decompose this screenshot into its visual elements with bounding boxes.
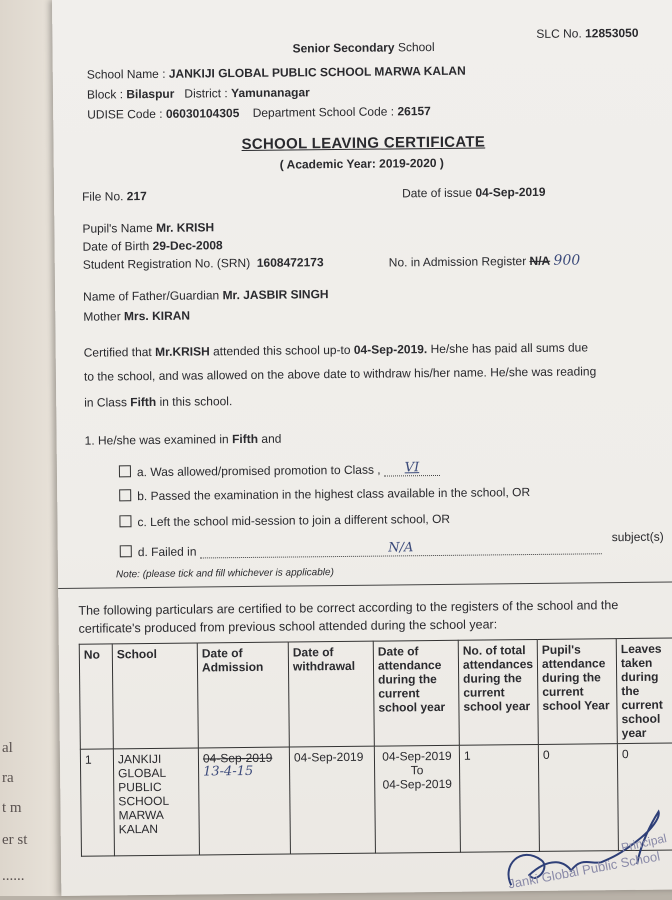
subjects-suffix: subject(s)	[611, 529, 664, 545]
school-type: Senior Secondary School	[292, 39, 435, 56]
underpage-fragment: ......	[2, 868, 25, 884]
srn-line: Student Registration No. (SRN) 1608472173	[82, 255, 324, 272]
school-name-line: School Name : JANKIJI GLOBAL PUBLIC SCHOOL MARWA KALAN	[86, 63, 466, 82]
underpage-fragment: t m	[2, 800, 22, 816]
certify-line-1: Certified that Mr.KRISH attended this school up-to 04-Sep-2019. He/she has paid all sums due	[83, 340, 589, 360]
date-of-birth: Date of Birth 29-Dec-2008	[82, 238, 223, 254]
header-leaves: Leaves taken during the current school year	[616, 638, 672, 744]
certificate-page	[52, 0, 672, 896]
cell-school: JANKIJI GLOBAL PUBLIC SCHOOL MARWA KALAN	[113, 748, 199, 856]
certify-line-3: in Class Fifth in this school.	[84, 394, 233, 410]
block-district-line: Block : Bilaspur District : Yamunanagar	[86, 85, 310, 102]
checkbox	[119, 489, 131, 501]
checkbox	[119, 515, 131, 527]
header-no: No	[79, 644, 113, 749]
admission-register: No. in Admission Register N/A 900	[388, 252, 581, 270]
table-header-row	[79, 638, 672, 749]
checkbox	[120, 545, 132, 557]
file-number: File No. 217	[81, 189, 147, 204]
pupil-name: Pupil's Name Mr. KRISH	[82, 220, 215, 236]
school-stamp: Janki Global Public School	[507, 848, 662, 892]
header-admission: Date of Admission	[197, 642, 289, 748]
underpage-fragment: ra	[2, 770, 14, 786]
particulars-line-1: The following particulars are certified to be correct according to the registers of the school and the	[78, 598, 619, 618]
option-b: b. Passed the examination in the highest class available in the school, OR	[119, 485, 530, 503]
option-a: a. Was allowed/promised promotion to Class , VI	[119, 460, 440, 479]
header-school: School	[112, 643, 198, 749]
cell-admission: 04-Sep-2019 13-4-15	[198, 747, 290, 855]
exam-line: 1. He/she was examined in Fifth and	[84, 431, 282, 448]
header-pupil-attendance: Pupil's attendance during the current school Year	[537, 639, 617, 745]
mother-name: Mother Mrs. KIRAN	[83, 308, 191, 324]
header-withdrawal: Date of withdrawal	[288, 641, 374, 747]
academic-year: ( Academic Year: 2019-2020 )	[279, 155, 444, 172]
udise-line: UDISE Code : 06030104305 Department School Code : 26157	[87, 104, 431, 122]
particulars-line-2: certificate's produced from previous school attended during the school year:	[78, 617, 498, 636]
header-total-attendance: No. of total attendances during the current school year	[458, 639, 538, 745]
header-attendance-dates: Date of attendance during the current school year	[373, 640, 459, 746]
note: Note: (please tick and fill whichever is applicable)	[115, 567, 334, 581]
principal-stamp: Principal	[619, 830, 668, 855]
divider	[58, 581, 672, 589]
checkbox	[119, 465, 131, 477]
cell-total-attendance: 1	[459, 744, 539, 852]
cell-attendance-dates: 04-Sep-2019 To 04-Sep-2019	[374, 745, 460, 853]
slc-number: SLC No. 12853050	[536, 25, 639, 41]
cell-leaves: 0	[617, 743, 672, 851]
cell-pupil-attendance: 0	[538, 744, 618, 852]
issue-date: Date of issue 04-Sep-2019	[401, 184, 546, 201]
option-d: d. Failed in N/A	[120, 538, 602, 559]
option-c: c. Left the school mid-session to join a different school, OR	[119, 512, 450, 529]
father-name: Name of Father/Guardian Mr. JASBIR SINGH	[83, 287, 329, 304]
certify-line-2: to the school, and was allowed on the above date to withdraw his/her name. He/she was reading	[83, 364, 597, 384]
cell-no: 1	[80, 749, 114, 856]
cell-withdrawal: 04-Sep-2019	[289, 746, 375, 854]
underpage-fragment: al	[2, 740, 13, 756]
certificate-title: SCHOOL LEAVING CERTIFICATE	[241, 133, 486, 154]
underpage-fragment: er st	[2, 832, 28, 848]
